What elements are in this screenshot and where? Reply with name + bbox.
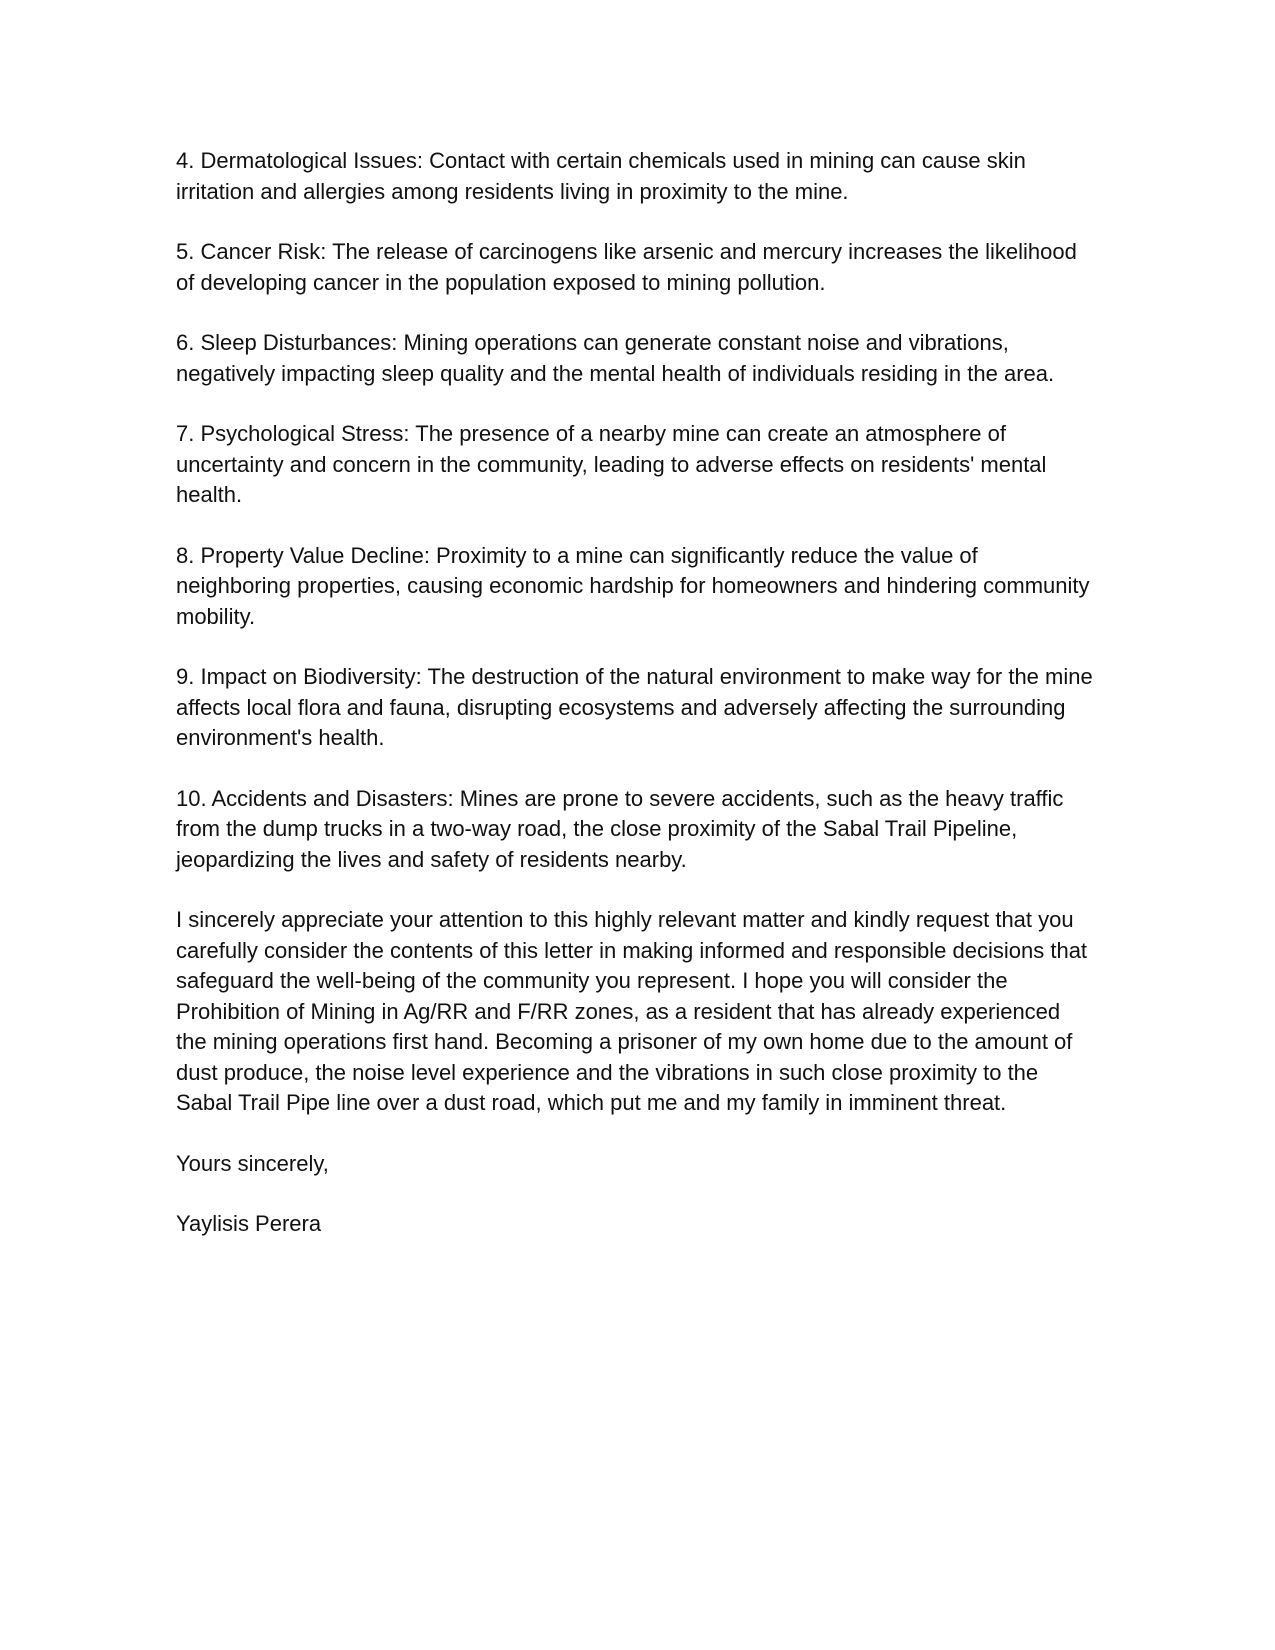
list-item-accidents-and-disasters: 10. Accidents and Disasters: Mines are prone to severe accidents, such as the heavy traffic from the dump trucks in a two-way road, the close proximity of the Sabal Trail Pipeline, jeopardizing the lives and safety of residents nearby.: [176, 785, 1064, 872]
letter-body: [176, 146, 1096, 1270]
list-item-cancer-risk: 5. Cancer Risk: The release of carcinogens like arsenic and mercury increases the likelihood of developing cancer in the population exposed to mining pollution.: [176, 239, 1077, 295]
list-item-psychological-stress: 7. Psychological Stress: The presence of a nearby mine can create an atmosphere of uncertainty and concern in the community, leading to adverse effects on residents' mental health.: [176, 421, 1047, 507]
list-item-impact-on-biodiversity: 9. Impact on Biodiversity: The destruction of the natural environment to make way for the mine affects local flora and fauna, disrupting ecosystems and adversely affecting the surrounding environment's health.: [176, 664, 1093, 750]
list-item-sleep-disturbances: 6. Sleep Disturbances: Mining operations can generate constant noise and vibrations, negatively impacting sleep quality and the mental health of individuals residing in the area.: [176, 330, 1055, 386]
signature-name: Yaylisis Perera: [176, 1211, 322, 1236]
list-item-property-value-decline: 8. Property Value Decline: Proximity to a mine can significantly reduce the value of neighboring properties, causing economic hardship for homeowners and hindering community mobility.: [176, 542, 1090, 629]
closing-paragraph: I sincerely appreciate your attention to this highly relevant matter and kindly request that you carefully consider the contents of this letter in making informed and responsible decisions that safeguard the well-being of the community you represent. I hope you will consider the Prohibition of Mining in Ag/RR and F/RR zones, as a resident that has already experienced the mining operations first hand. Becoming a prisoner of my own home due to the amount of dust produce, the noise level experience and the vibrations in such close proximity to the Sabal Trail Pipe line over a dust road, which put me and my family in imminent threat.: [176, 907, 1088, 1115]
list-item-dermatological-issues: 4. Dermatological Issues: Contact with certain chemicals used in mining can cause skin irritation and allergies among residents living in proximity to the mine.: [176, 148, 1026, 204]
closing-salutation: Yours sincerely,: [176, 1150, 329, 1176]
